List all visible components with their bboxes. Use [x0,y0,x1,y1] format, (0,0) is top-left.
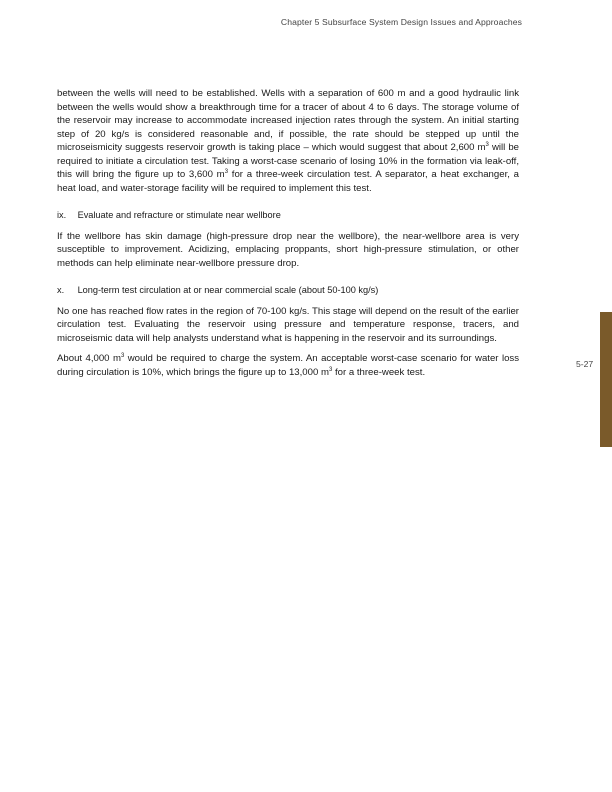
section-heading-x [57,284,519,298]
paragraph-water-volume [57,352,519,379]
text-run: for a three-week circulation test. A separator, a heat exchanger, a heat load, and water-storage facility will be required to implement this test. [57,169,519,194]
superscript: 3 [485,141,489,148]
paragraph-near-wellbore: If the wellbore has skin damage (high-pressure drop near the wellbore), the near-wellbore area is very susceptible to improvement. Acidizing, emplacing proppants, short high-pressure stimulation, or other methods can help eliminate near-wellbore pressure drop. [57,230,519,269]
paragraph-long-term-test: No one has reached flow rates in the region of 70-100 kg/s. This stage will depend on the result of the earlier circulation test. Evaluating the reservoir using pressure and temperature response, tracers, and microseismic data will help analysts understand what is happening in the reservoir and its surroundings. [57,305,519,344]
section-number: x. [57,285,65,295]
section-heading-ix [57,209,519,223]
page-number: 5-27 [576,359,594,369]
side-tab-bar [600,312,612,447]
body-text [57,87,519,386]
superscript: 3 [328,366,333,373]
section-title: Evaluate and refracture or stimulate near wellbore [77,210,281,220]
superscript: 3 [224,168,229,175]
paragraph-circulation-test [57,87,519,195]
text-run: for a three-week test. [332,366,426,378]
text-run: will be required to initiate a circulation test. Taking a worst-case scenario of losing 10% in the formation via leak-off, this will bring the figure up to 3,600 m [57,142,520,180]
superscript: 3 [120,352,125,359]
text-run: About 4,000 m [57,353,121,364]
running-header: Chapter 5 Subsurface System Design Issues and Approaches [280,17,522,27]
text-run: would be required to charge the system. An acceptable worst-case scenario for water loss during circulation is 10%, which brings the figure up to 13,000 m [57,353,519,378]
section-title: Long-term test circulation at or near commercial scale (about 50-100 kg/s) [77,285,379,295]
section-number: ix. [57,210,67,220]
text-run: between the wells will need to be established. Wells with a separation of 600 m and a good hydraulic link between the wells would show a breakthrough time for a tracer of about 4 to 6 days. The storage volume of the reservoir may increase to accommodate increased injection rates through the system. An initial starting step of 20 kg/s is considered reasonable and, if possible, the rate should be stepped up until the microseismicity suggests reservoir growth is taking place – which would suggest that about 2,600 m [57,88,519,153]
